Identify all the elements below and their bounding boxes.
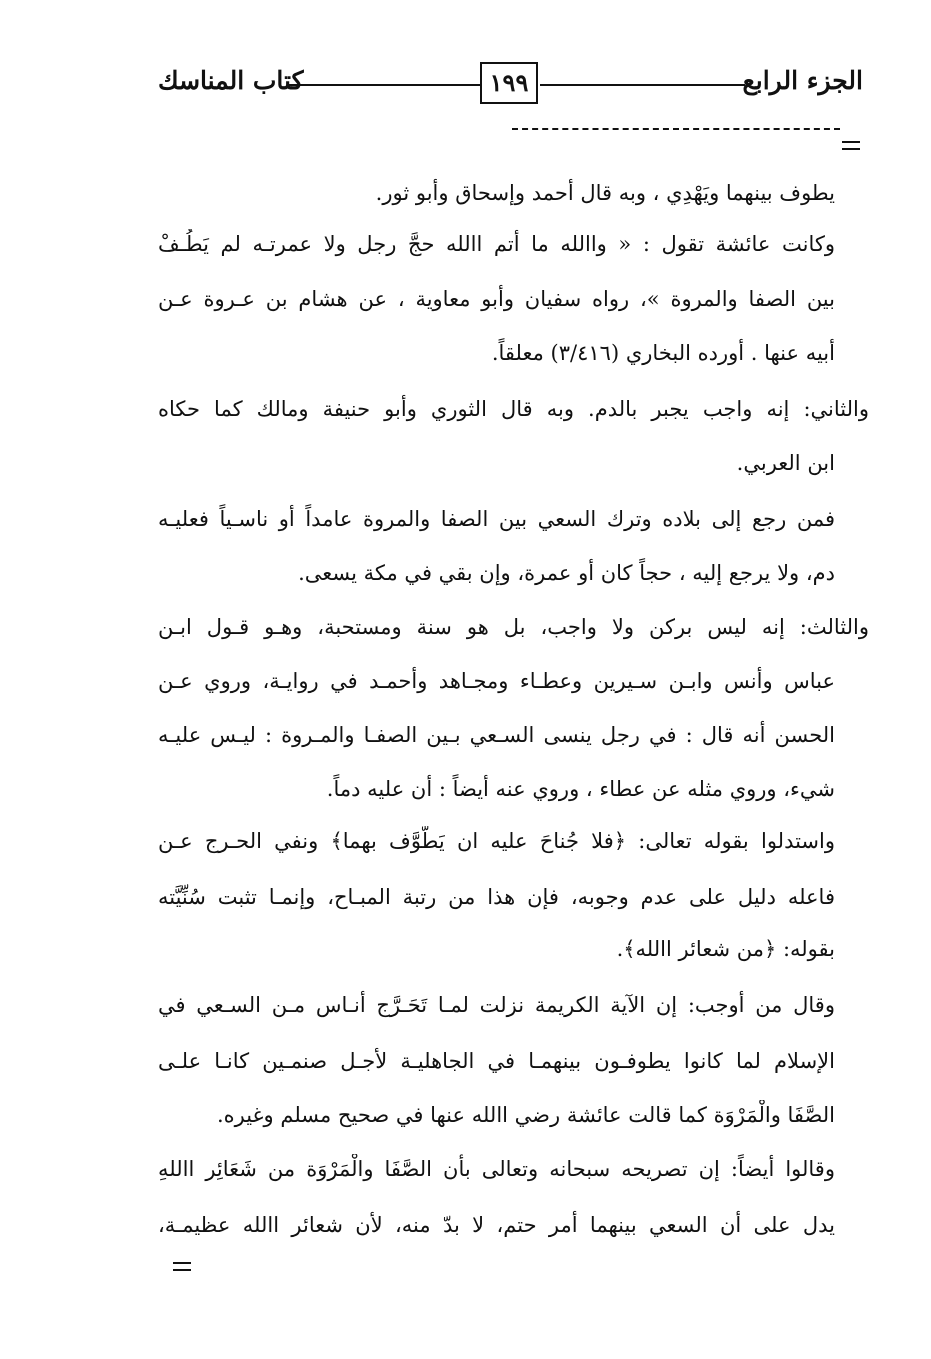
text-line: وقالوا أيضاً: إن تصريحه سبحانه وتعالى بأن الصَّفَا والْمَرْوَة من شَعَائِر االلهِ	[158, 1157, 835, 1181]
continuation-mark-top	[842, 141, 860, 150]
text-line: شيء، وروي مثله عن عطاء ، وروي عنه أيضاً : أن عليه دماً.	[326, 777, 835, 801]
header-dashed-rule	[512, 128, 840, 130]
text-line: عباس وأنس وابـن سـيرين وعطـاء ومجـاهد وأحمـد في روايـة، وروي عـن	[158, 669, 835, 693]
text-line: الإسلام لما كانوا يطوفـون بينهمـا في الجاهليـة لأجـل صنمـين كانـا علـى	[158, 1049, 835, 1073]
page-number: ١٩٩	[480, 62, 538, 104]
header-rule-left	[288, 84, 480, 86]
header-rule-right	[540, 84, 745, 86]
book-title: كتاب المناسك	[158, 66, 304, 95]
text-line: وقال من أوجب: إن الآية الكريمة نزلت لمـا تَحَـرَّج أنـاس مـن السـعي في	[158, 993, 835, 1017]
continuation-mark-bottom	[173, 1262, 191, 1271]
text-line: الحسن أنه قال : في رجل ينسى السـعي بـين الصفـا والمـروة : ليـس عليـه	[158, 723, 835, 747]
text-line: ابن العربي.	[736, 451, 835, 475]
text-line: يدل على أن السعي بينهما أمر حتم، لا بدّ منه، لأن شعائر االله عظيمـة،	[158, 1213, 835, 1237]
text-line: واستدلوا بقوله تعالى: ﴿فلا جُناحَ عليه ان يَطَّوَّف بهما﴾ ونفي الحـرج عـن	[158, 829, 835, 853]
text-line: أبيه عنها . أورده البخاري (٣/٤١٦) معلقاً.	[491, 341, 835, 365]
text-line: فمن رجع إلى بلاده وترك السعي بين الصفا والمروة عامداً أو ناسـياً فعليـه	[158, 507, 835, 531]
volume-title: الجزء الرابع	[742, 66, 863, 95]
text-line: الصَّفَا والْمَرْوَة كما قالت عائشة رضي االله عنها في صحيح مسلم وغيره.	[216, 1103, 835, 1127]
text-line: والثاني: إنه واجب يجبر بالدم. وبه قال الثوري وأبو حنيفة ومالك كما حكاه	[158, 397, 869, 421]
text-line: وكانت عائشة تقول : « واالله ما أتم االله حجَّ رجل ولا عمرتـه لم يَطُـفْ	[158, 232, 835, 256]
text-line: بقوله: ﴿من شعائر االله﴾.	[616, 937, 835, 961]
text-line: دم، ولا يرجع إليه ، حجاً كان أو عمرة، وإن بقي في مكة يسعى.	[298, 561, 835, 585]
text-line: يطوف بينهما ويَهْدِي ، وبه قال أحمد وإسحاق وأبو ثور.	[375, 181, 835, 205]
text-line: بين الصفا والمروة »، رواه سفيان وأبو معاوية ، عن هشام بن عـروة عـن	[158, 287, 835, 311]
text-line: فاعله دليل على عدم وجوبه، فإن هذا من رتبة المبـاح، وإنمـا تثبت سُنِّيَّته	[158, 885, 835, 909]
text-line: والثالث: إنه ليس بركن ولا واجب، بل هو سنة ومستحبة، وهـو قـول ابـن	[158, 615, 869, 639]
